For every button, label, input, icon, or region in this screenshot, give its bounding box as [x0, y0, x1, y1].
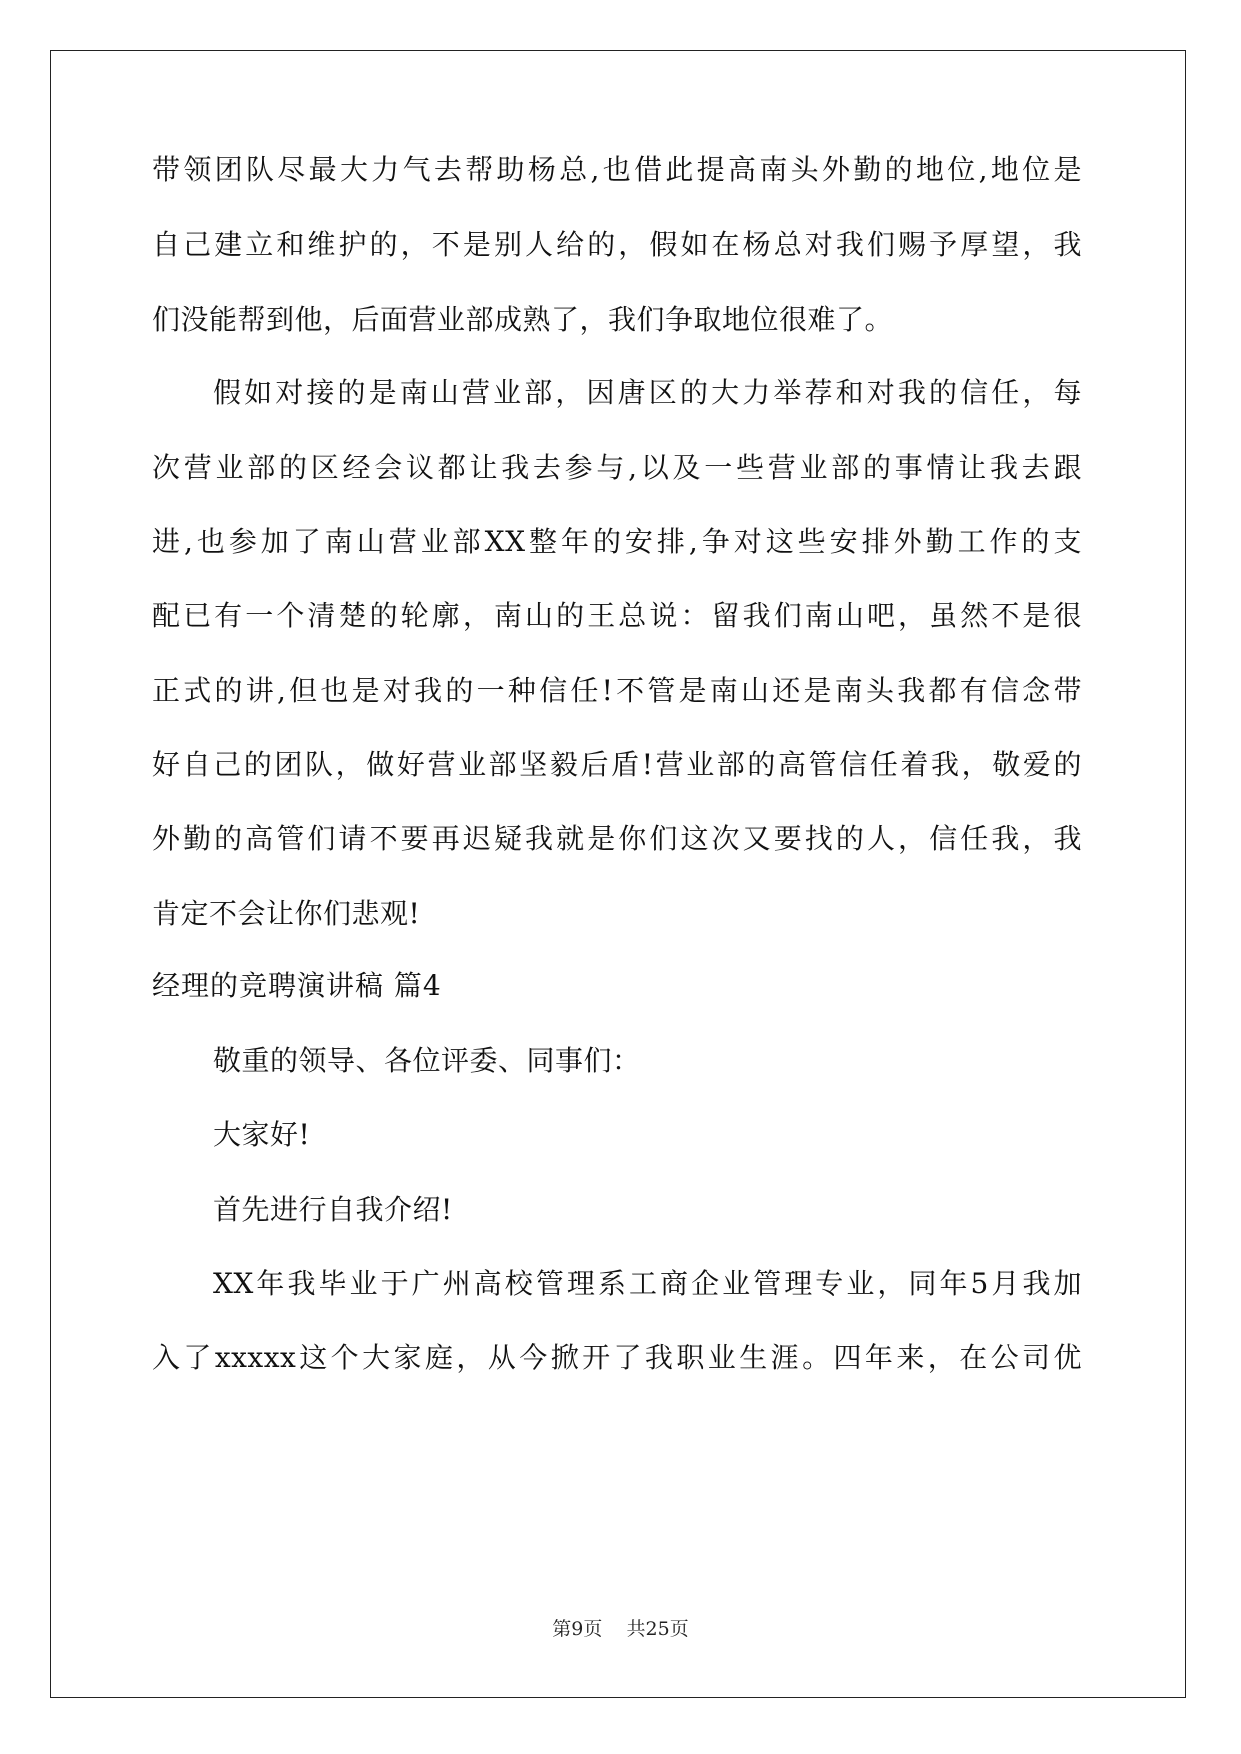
page-number: 第9页: [552, 1618, 603, 1640]
paragraph-line: 进,也参加了南山营业部XX整年的安排,争对这些安排外勤工作的支: [152, 525, 1082, 558]
paragraph-line: 肯定不会让你们悲观!: [152, 897, 421, 930]
paragraph-line: 们没能帮到他，后面营业部成熟了，我们争取地位很难了。: [152, 303, 894, 336]
paragraph-line: XX年我毕业于广州高校管理系工商企业管理专业，同年5月我加: [213, 1267, 1082, 1300]
paragraph-line: 外勤的高管们请不要再迟疑我就是你们这次又要找的人，信任我，我: [152, 822, 1082, 855]
paragraph-line: 带领团队尽最大力气去帮助杨总,也借此提高南头外勤的地位,地位是: [152, 153, 1082, 186]
paragraph-line: 假如对接的是南山营业部，因唐区的大力举荐和对我的信任，每: [213, 376, 1082, 409]
greeting: 大家好!: [213, 1118, 311, 1151]
intro-line: 首先进行自我介绍!: [213, 1193, 453, 1226]
paragraph-line: 正式的讲,但也是对我的一种信任!不管是南山还是南头我都有信念带: [152, 674, 1082, 707]
section-heading: 经理的竞聘演讲稿 篇4: [152, 969, 442, 1002]
paragraph-line: 好自己的团队，做好营业部坚毅后盾!营业部的高管信任着我，敬爱的: [152, 748, 1082, 781]
paragraph-line: 次营业部的区经会议都让我去参与,以及一些营业部的事情让我去跟: [152, 451, 1082, 484]
paragraph-line: 配已有一个清楚的轮廓，南山的王总说：留我们南山吧，虽然不是很: [152, 599, 1082, 632]
page-footer: [0, 1614, 1241, 1641]
page-border: [50, 50, 1186, 1698]
page-total: 共25页: [626, 1618, 689, 1640]
salutation: 敬重的领导、各位评委、同事们：: [213, 1044, 641, 1077]
paragraph-line: 入了xxxxx这个大家庭，从今掀开了我职业生涯。四年来，在公司优: [152, 1341, 1082, 1374]
paragraph-line: 自己建立和维护的，不是别人给的，假如在杨总对我们赐予厚望，我: [152, 228, 1082, 261]
